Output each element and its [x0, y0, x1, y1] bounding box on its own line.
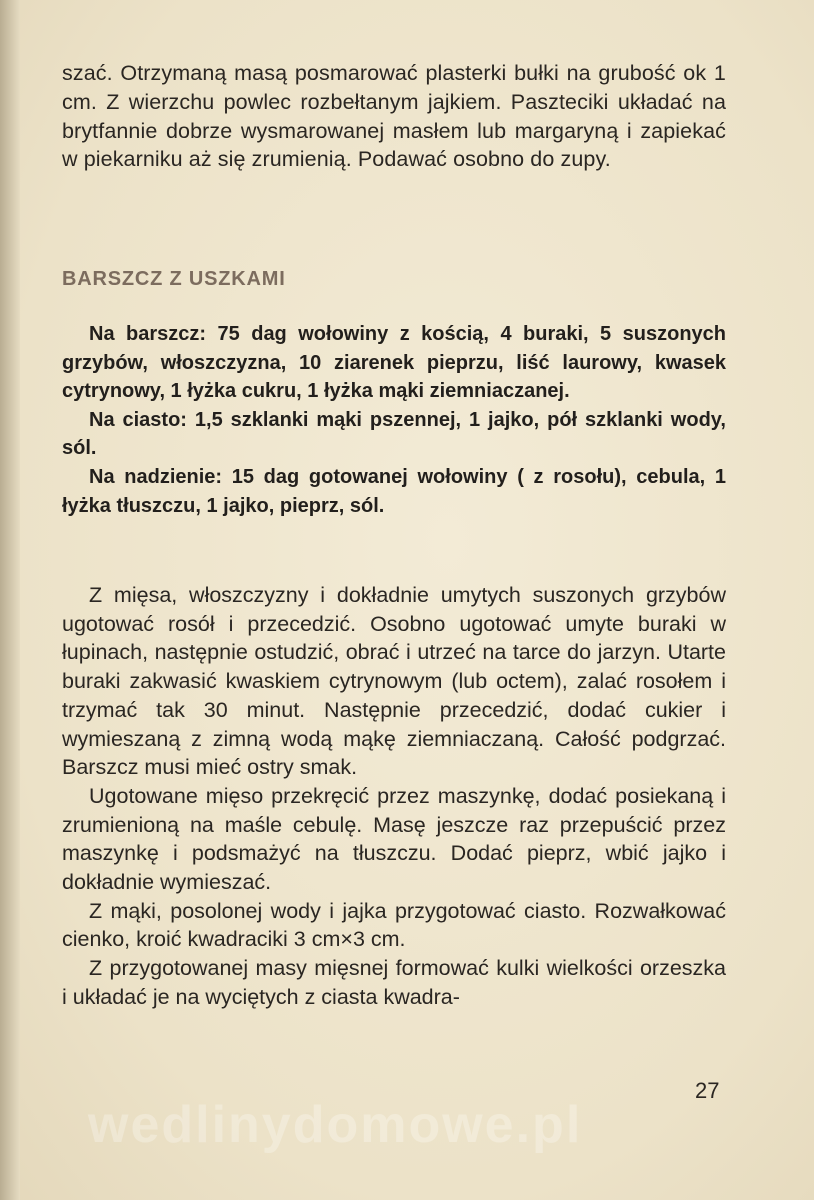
method-section [62, 581, 726, 1012]
method-paragraph-1: Z mięsa, włoszczyzny i dokładnie umytych suszonych grzybów ugotować rosół i przecedzić. Osobno ugotować umyte buraki w łupinach, następnie ostudzić, obrać i utrzeć na tarce do jarzyn. Utarte buraki zakwasić kwaskiem cytrynowym (lub octem), zalać rosołem i trzymać tak 30 minut. Następnie przecedzić, dodać cukier i wymieszaną z zimną wodą mąkę ziemniaczaną. Całość podgrzać. Barszcz musi mieć ostry smak. [62, 583, 726, 780]
ingredients-nadzienie: Na nadzienie: 15 dag gotowanej wołowiny ( z rosołu), cebula, 1 łyżka tłuszczu, 1 jajko, pieprz, sól. [62, 465, 726, 517]
watermark: wedlinydomowe.pl [88, 1096, 583, 1154]
continuation-paragraph: szać. Otrzymaną masą posmarować plasterki bułki na grubość ok 1 cm. Z wierzchu powlec rozbełtanym jajkiem. Paszteciki układać na brytfannie dobrze wysmarowanej masłem lub margaryną i zapiekać w piekarniku aż się zrumienią. Podawać osobno do zupy. [62, 61, 726, 172]
recipe-heading: BARSZCZ Z USZKAMI [62, 268, 286, 290]
ingredients-ciasto: Na ciasto: 1,5 szklanki mąki pszennej, 1 jajko, pół szklanki wody, sól. [62, 408, 726, 460]
page-spine-shadow [0, 0, 20, 1200]
ingredients-barszcz: Na barszcz: 75 dag wołowiny z kością, 4 buraki, 5 suszonych grzybów, włoszczyzna, 10 ziarenek pieprzu, liść laurowy, kwasek cytrynowy, 1 łyżka cukru, 1 łyżka mąki ziemniaczanej. [62, 323, 726, 403]
method-paragraph-3: Z mąki, posolonej wody i jajka przygotować ciasto. Rozwałkować cienko, kroić kwadraciki 3 cm×3 cm. [62, 898, 726, 952]
ingredients-section [62, 320, 726, 520]
page-number: 27 [695, 1078, 720, 1103]
method-paragraph-2: Ugotowane mięso przekręcić przez maszynkę, dodać posiekaną i zrumienioną na maśle cebulę. Masę jeszcze raz przepuścić przez maszynkę i podsmażyć na tłuszczu. Dodać pieprz, wbić jajko i dokładnie wymieszać. [62, 783, 726, 895]
method-paragraph-4: Z przygotowanej masy mięsnej formować kulki wielkości orzeszka i układać je na wyciętych z ciasta kwadra- [62, 956, 726, 1009]
